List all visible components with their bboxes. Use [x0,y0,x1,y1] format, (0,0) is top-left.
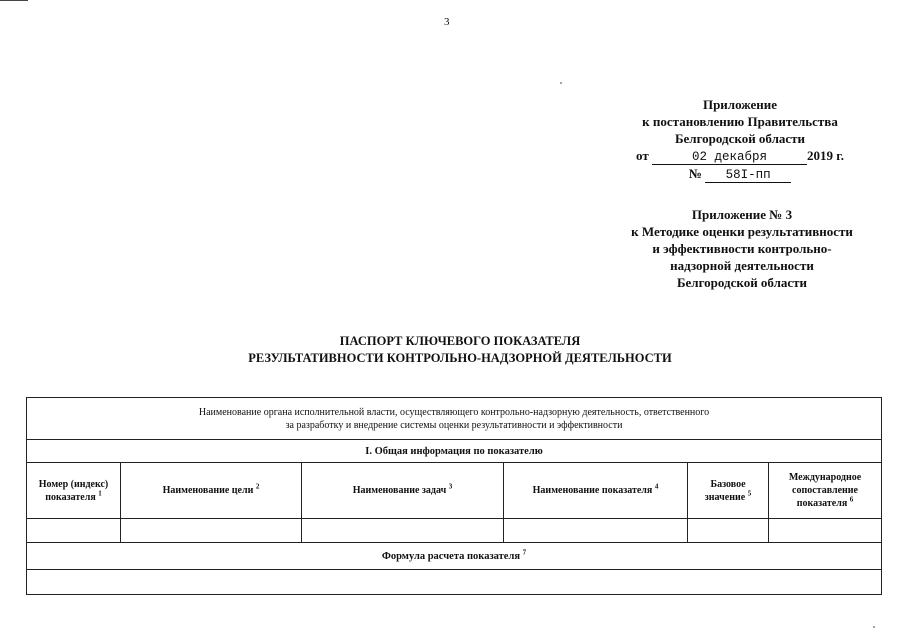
footnote-mark: 3 [448,482,453,491]
col-intl-line3: показателя [796,498,848,509]
appendix-line3: Белгородской области [674,131,806,146]
method-line5: Белгородской области [676,275,808,290]
organ-line2: за разработку и внедрение системы оценки результативности и эффективности [285,419,623,431]
col-index-line1: Номер (индекс) [38,478,109,490]
col-intl-line3-wrap [769,497,881,510]
col-tasks-header [302,463,504,519]
col-base-line2: значение [704,491,746,503]
col-base-header [688,463,769,519]
method-line1: Приложение № 3 [691,207,793,222]
formula-row [27,543,882,570]
organ-line1: Наименование органа исполнительной власти, осуществляющего контрольно-надзорную деятельность, ответственного [198,406,710,418]
empty-cell [27,519,121,543]
scan-speck [873,626,875,628]
col-indicator-header [504,463,688,519]
empty-cell [302,519,504,543]
document-title [180,333,740,367]
col-intl-line1: Международное [788,472,862,483]
col-index-header [27,463,121,519]
number-prefix: № [688,166,702,181]
empty-cell [121,519,302,543]
col-goal-header [121,463,302,519]
organ-cell [27,398,882,440]
col-base-line2-wrap [688,491,768,504]
number-value: 58I-пп [705,168,791,183]
col-index-line2-wrap [27,491,120,504]
appendix-header [590,96,890,183]
col-base-line1: Базовое [710,478,746,490]
formula-heading [27,543,882,570]
appendix-date-line [590,147,890,165]
scan-edge-mark [0,0,28,1]
col-goal-label: Наименование цели [162,485,254,496]
section-row [27,440,882,463]
appendix-line2: к постановлению Правительства [642,114,838,129]
footnote-mark: 1 [98,489,102,498]
method-line2: к Методике оценки результативности [631,224,853,239]
document-title-line1: ПАСПОРТ КЛЮЧЕВОГО ПОКАЗАТЕЛЯ [339,334,581,348]
formula-title: Формула расчета показателя [381,550,521,562]
col-index-line2: показателя [45,491,96,503]
date-value: 02 декабря [652,150,807,165]
col-international-header [769,463,882,519]
column-header-row [27,463,882,519]
date-suffix: 2019 г. [807,148,844,163]
method-line3: и эффективности контрольно- [652,241,832,256]
empty-data-row [27,519,882,543]
col-tasks-label: Наименование задач [352,485,447,496]
empty-cell [688,519,769,543]
col-intl-line2: сопоставление [792,485,858,496]
scan-speck [560,82,562,84]
footnote-mark: 5 [747,489,752,498]
passport-table [26,397,882,595]
page-number: 3 [444,16,450,28]
formula-empty-row [27,570,882,595]
document-title-line2: РЕЗУЛЬТАТИВНОСТИ КОНТРОЛЬНО-НАДЗОРНОЙ ДЕЯТЕЛЬНОСТИ [248,351,672,365]
appendix-title: Приложение [702,97,778,112]
date-prefix: от [636,148,649,163]
method-appendix-header [600,206,884,291]
empty-cell [504,519,688,543]
footnote-mark: 7 [522,548,527,556]
col-indicator-label: Наименование показателя [532,485,653,496]
appendix-number-line [590,165,890,183]
method-line4: надзорной деятельности [670,258,814,273]
empty-cell [769,519,882,543]
footnote-mark: 4 [654,482,659,491]
footnote-mark: 2 [255,482,260,491]
footnote-mark: 6 [849,495,854,504]
formula-empty-cell [27,570,882,595]
section-general-heading: I. Общая информация по показателю [27,440,882,463]
organ-row [27,398,882,440]
